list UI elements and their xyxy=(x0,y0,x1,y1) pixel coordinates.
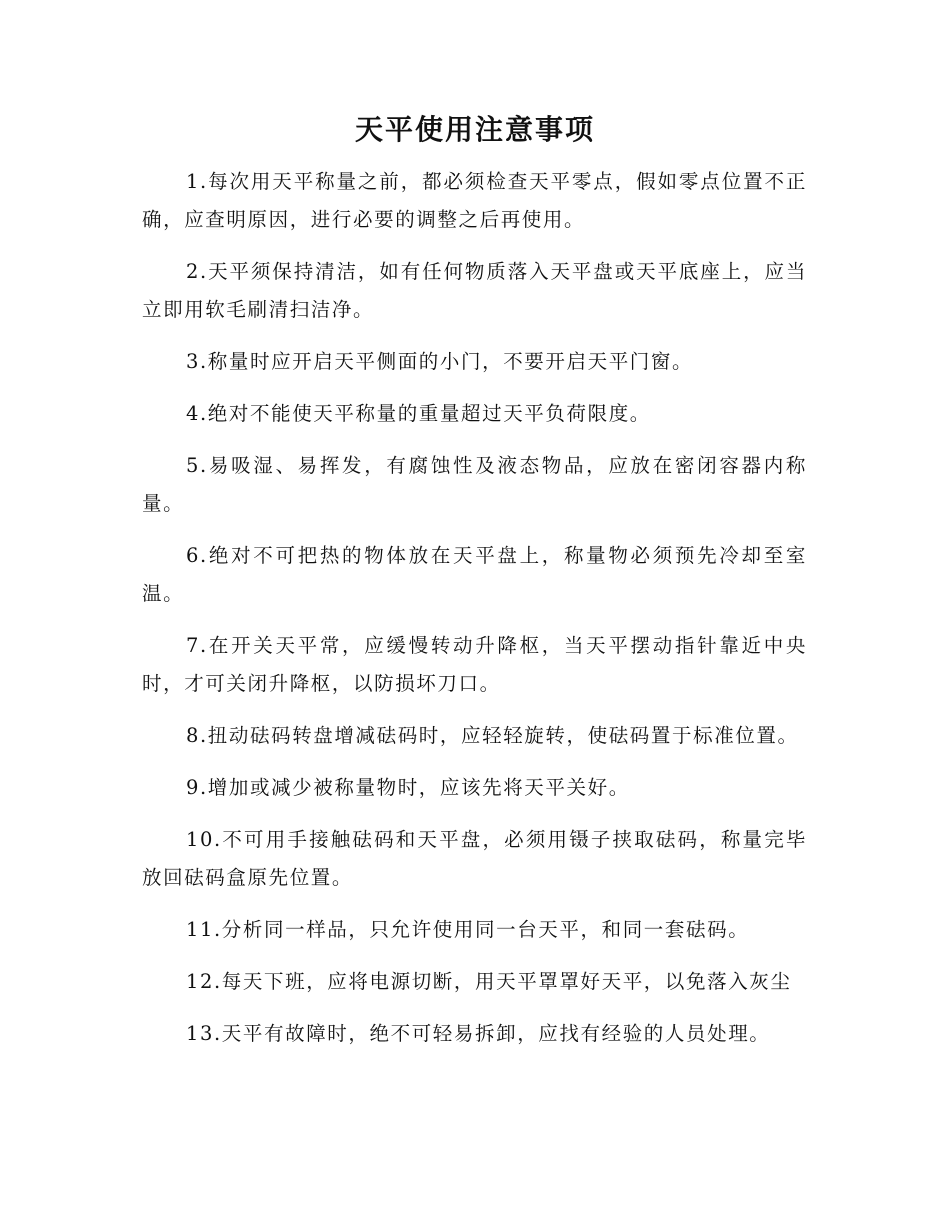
paragraph-item-1: 1.每次用天平称量之前，都必须检查天平零点，假如零点位置不正确，应查明原因，进行必要的调整之后再使用。 xyxy=(142,170,807,231)
document-title: 天平使用注意事项 xyxy=(354,113,595,146)
paragraph-item-8: 8.扭动砝码转盘增减砝码时，应轻轻旋转，使砝码置于标准位置。 xyxy=(186,724,799,747)
paragraph-item-9: 9.增加或减少被称量物时，应该先将天平关好。 xyxy=(186,776,630,799)
paragraph-item-6: 6.绝对不可把热的物体放在天平盘上，称量物必须预先冷却至室温。 xyxy=(142,544,807,605)
document-body xyxy=(142,163,807,1067)
paragraph-item-3: 3.称量时应开启天平侧面的小门，不要开启天平门窗。 xyxy=(186,350,694,373)
paragraph-item-12: 12.每天下班，应将电源切断，用天平罩罩好天平，以免落入灰尘 xyxy=(186,970,792,993)
paragraph-item-11: 11.分析同一样品，只允许使用同一台天平，和同一套砝码。 xyxy=(186,918,750,941)
paragraph-item-5: 5.易吸湿、易挥发，有腐蚀性及液态物品，应放在密闭容器内称量。 xyxy=(142,454,807,515)
paragraph-item-13: 13.天平有故障时，绝不可轻易拆卸，应找有经验的人员处理。 xyxy=(186,1022,771,1045)
paragraph-item-10: 10.不可用手接触砝码和天平盘，必须用镊子挟取砝码，称量完毕放回砝码盒原先位置。 xyxy=(142,828,807,889)
paragraph-item-7: 7.在开关天平常，应缓慢转动升降枢，当天平摆动指针靠近中央时，才可关闭升降枢，以防损坏刀口。 xyxy=(142,634,807,695)
paragraph-item-2: 2.天平须保持清洁，如有任何物质落入天平盘或天平底座上，应当立即用软毛刷清扫洁净。 xyxy=(142,260,807,321)
paragraph-item-4: 4.绝对不能使天平称量的重量超过天平负荷限度。 xyxy=(186,402,651,425)
